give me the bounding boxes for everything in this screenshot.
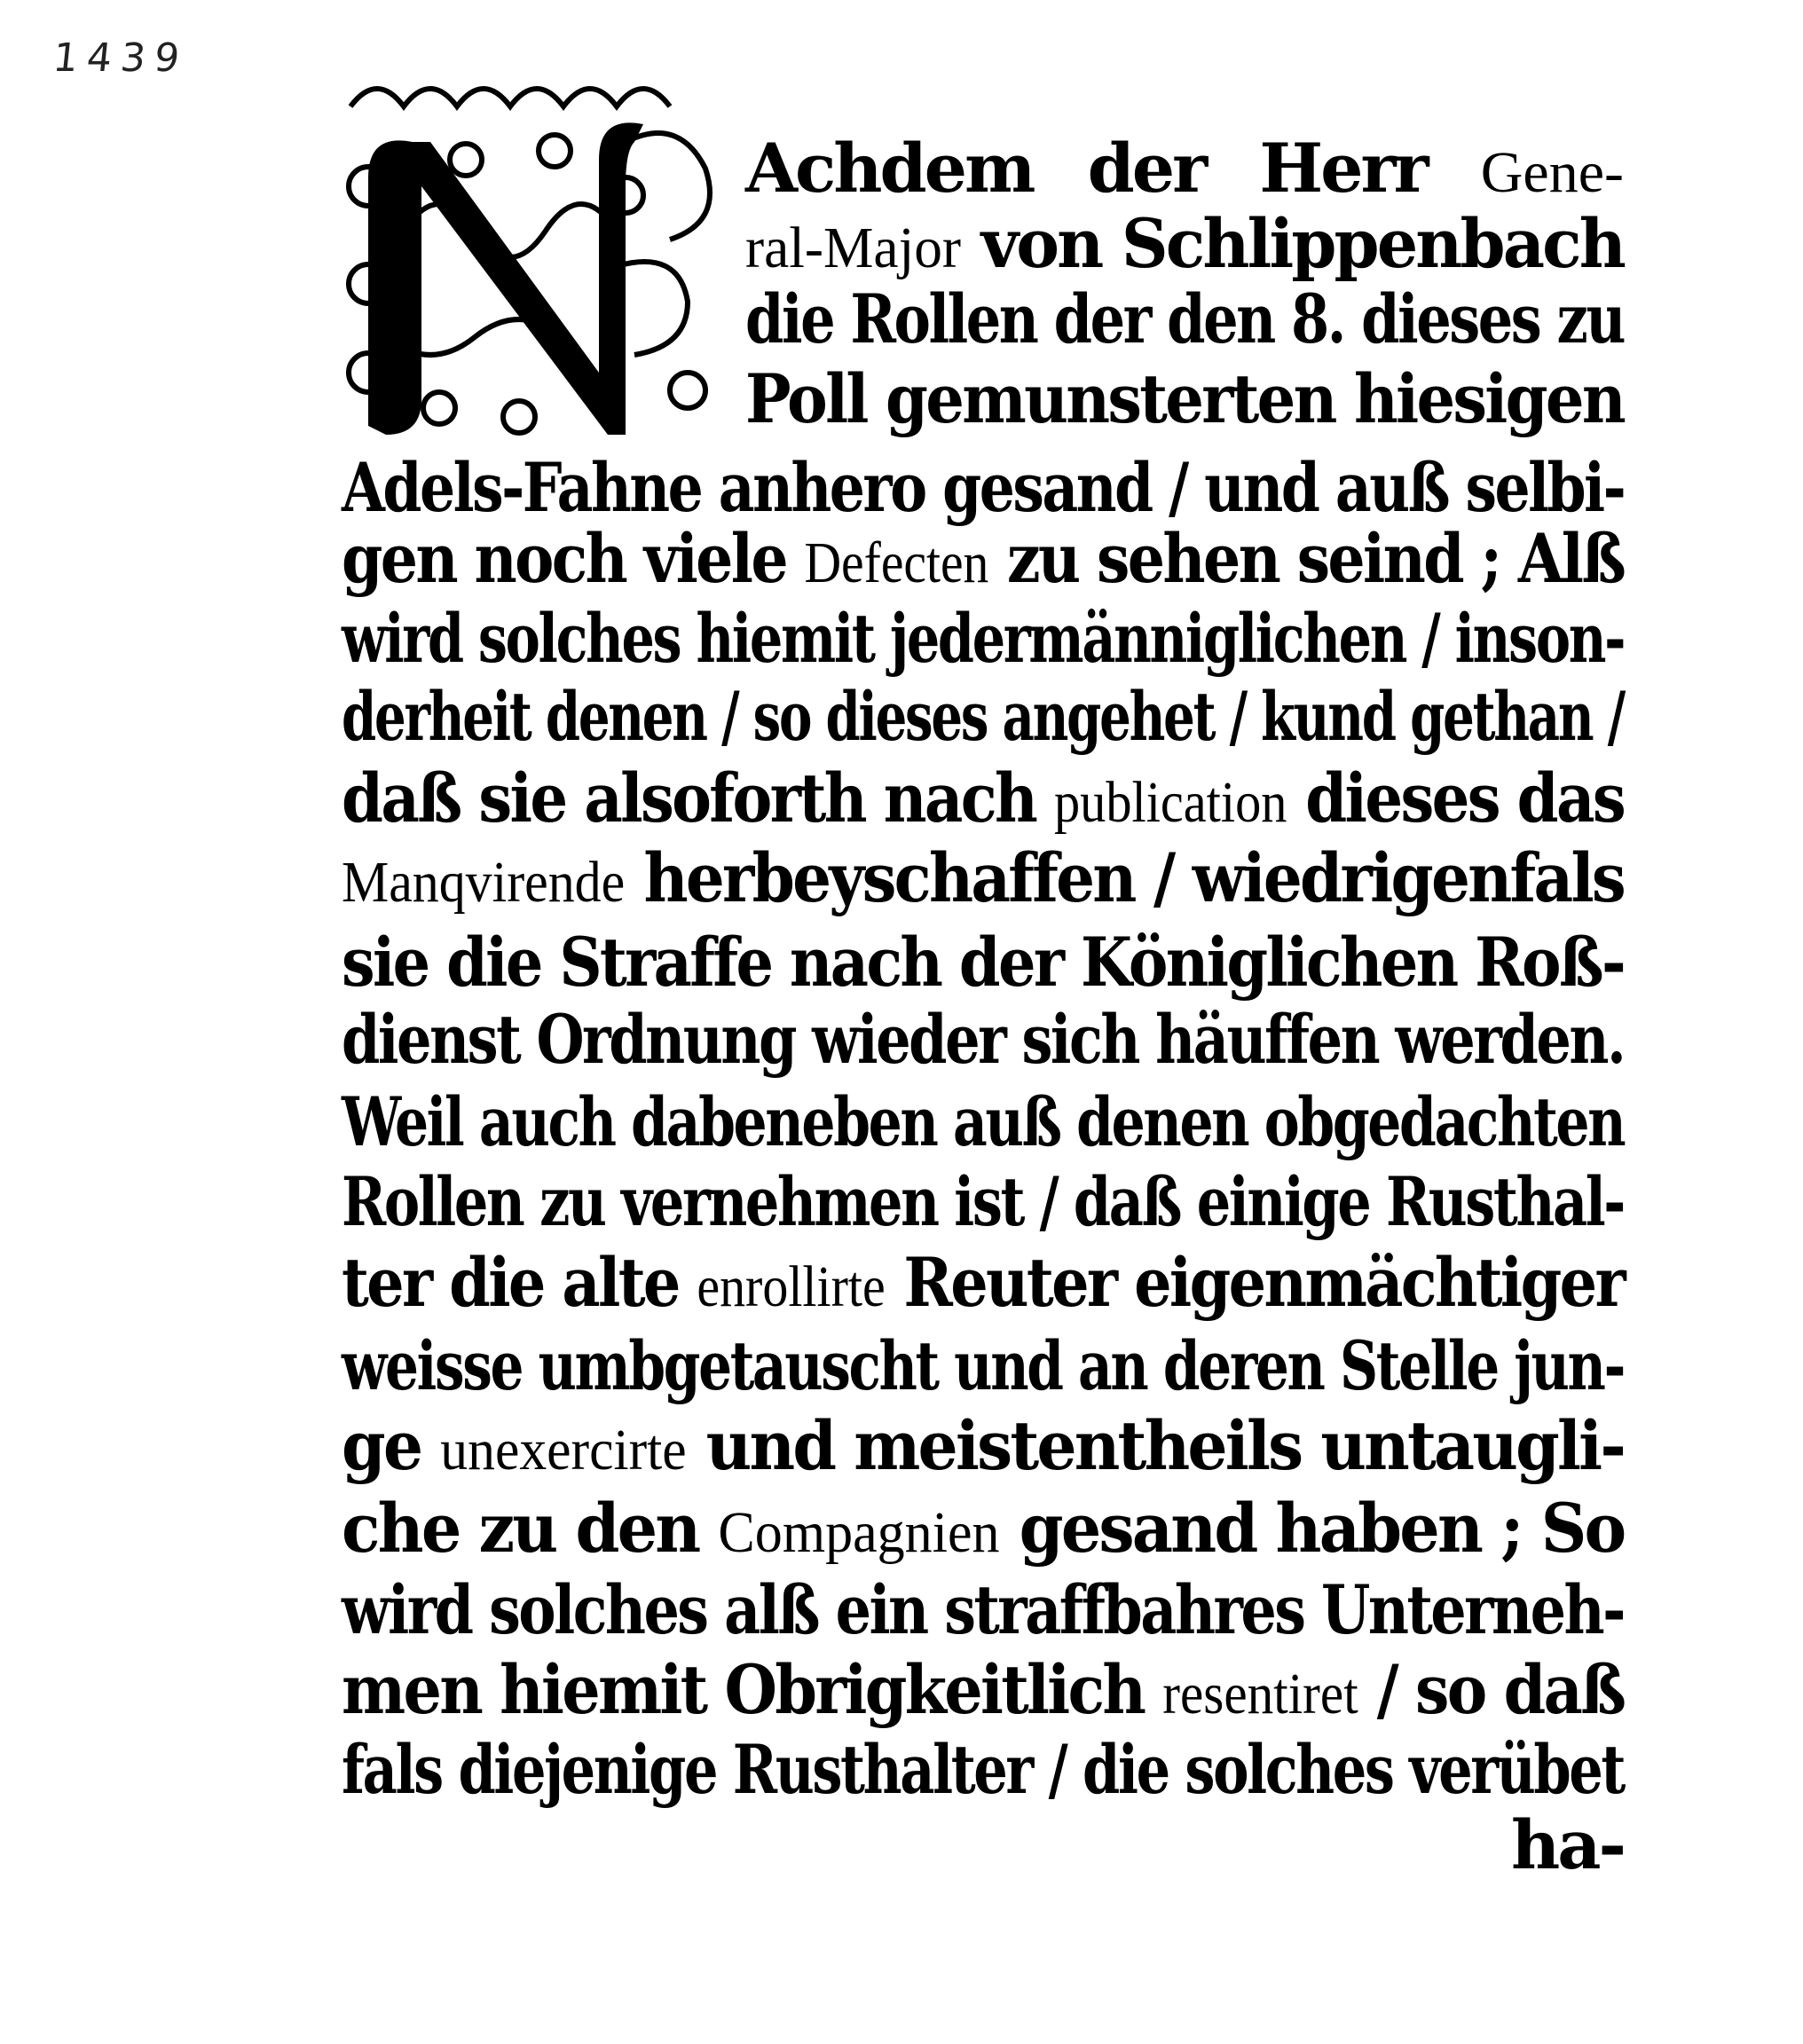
text-segment: Achdem der Herr — [745, 129, 1481, 208]
text-line — [342, 1161, 1624, 1243]
text-line — [745, 358, 1624, 440]
text-line — [342, 1242, 1624, 1324]
text-segment: weisse umbgetauscht und an deren Stelle jun- — [342, 1326, 1624, 1405]
text-segment: ge — [342, 1406, 441, 1485]
text-line — [342, 1649, 1624, 1731]
text-line — [342, 518, 1624, 600]
text-line — [745, 128, 1624, 209]
text-segment: derheit denen / so dieses angehet / kund gethan / — [342, 677, 1625, 756]
text-segment: die Rollen der den 8. dieses zu — [745, 279, 1624, 358]
text-line — [745, 279, 1624, 360]
text-segment: herbeyschaffen / wiedrigenfals — [625, 838, 1624, 917]
text-segment: wird solches hiemit jedermänniglichen / inson- — [342, 599, 1625, 678]
text-line — [342, 1729, 1624, 1811]
text-line — [342, 922, 1624, 1003]
text-line — [342, 999, 1624, 1081]
text-segment: ter die alte — [342, 1243, 697, 1322]
text-segment: von Schlippenbach — [961, 204, 1624, 283]
decorated-initial-n — [333, 53, 750, 452]
latin-word: Defecten — [804, 531, 989, 595]
text-line — [342, 837, 1624, 919]
text-line — [342, 1081, 1624, 1163]
text-segment: men hiemit Obrigkeitlich — [342, 1650, 1163, 1729]
latin-word: ral-Major — [745, 216, 962, 280]
text-segment: Reuter eigenmächtiger — [885, 1243, 1624, 1322]
text-line — [342, 758, 1624, 839]
text-line — [342, 1804, 1624, 1886]
latin-word: Manqvirende — [342, 850, 626, 915]
text-line — [342, 676, 1624, 758]
text-line — [342, 598, 1624, 680]
text-segment: ha- — [1510, 1805, 1624, 1884]
text-segment: und meistentheils untaugli- — [686, 1406, 1625, 1485]
text-segment: daß sie alsoforth nach — [342, 759, 1054, 837]
text-segment: gesand haben ; So — [999, 1489, 1625, 1568]
margin-annotation: 1439 — [51, 35, 191, 81]
text-line — [342, 447, 1624, 529]
text-line — [342, 1325, 1624, 1407]
text-segment: zu sehen seind ; Alß — [988, 519, 1625, 598]
latin-word: unexercirte — [440, 1418, 687, 1482]
latin-word: Gene- — [1480, 140, 1624, 205]
latin-word: Compagnien — [718, 1500, 1000, 1565]
text-segment: Weil auch dabeneben auß denen obgedachten — [342, 1082, 1625, 1161]
text-segment: dienst Ordnung wieder sich häuffen werden. — [342, 1000, 1625, 1079]
text-segment: fals diejenige Rusthalter / die solches verübet — [342, 1730, 1624, 1809]
text-segment: gen noch viele — [342, 519, 805, 598]
text-segment: Poll gemunsterten hiesigen — [745, 359, 1624, 438]
text-segment: Rollen zu vernehmen ist / daß einige Rusthal- — [342, 1162, 1624, 1241]
text-line — [342, 1488, 1624, 1569]
text-line — [342, 1569, 1624, 1651]
text-line — [745, 203, 1624, 285]
text-segment: / so daß — [1358, 1650, 1625, 1729]
latin-word: publication — [1053, 770, 1287, 835]
latin-word: enrollirte — [697, 1254, 886, 1319]
text-segment: sie die Straffe nach der Königlichen Roß- — [342, 923, 1625, 1002]
text-line — [342, 1405, 1624, 1487]
latin-word: resentiret — [1162, 1662, 1358, 1726]
text-segment: wird solches alß ein straffbahres Unterneh- — [342, 1570, 1624, 1649]
text-segment: Adels-Fahne anhero gesand / und auß selbi- — [342, 448, 1625, 527]
text-segment: dieses das — [1287, 759, 1624, 837]
text-segment: che zu den — [342, 1489, 719, 1568]
